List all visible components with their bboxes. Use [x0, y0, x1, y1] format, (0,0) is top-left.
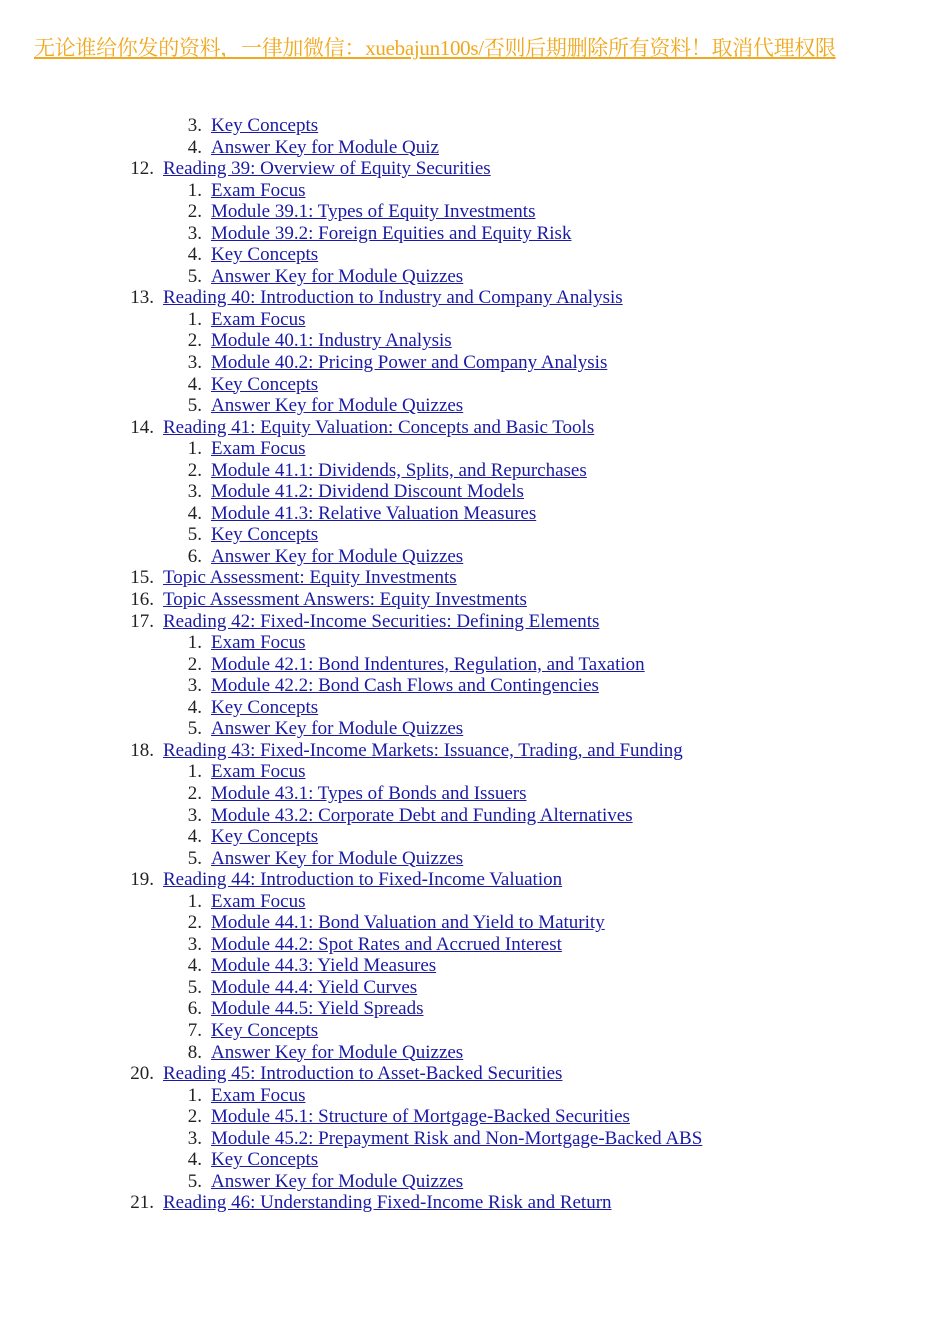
- toc-item-number: 3.: [187, 804, 202, 826]
- toc-section-item: [0, 998, 950, 1020]
- toc-item-number: 4.: [187, 1149, 202, 1171]
- toc-section-item: [0, 934, 950, 956]
- toc-section-item: [0, 1171, 950, 1193]
- toc-link[interactable]: Key Concepts: [211, 826, 319, 848]
- toc-section-item: [0, 481, 950, 503]
- toc-section-item: [0, 524, 950, 546]
- toc-link[interactable]: Module 40.2: Pricing Power and Company Analysis: [211, 352, 608, 374]
- toc-link[interactable]: Answer Key for Module Quizzes: [211, 545, 464, 567]
- toc-section-item: [0, 266, 950, 288]
- toc-link[interactable]: Module 44.3: Yield Measures: [211, 955, 437, 977]
- toc-section-item: [0, 718, 950, 740]
- toc-section-item: [0, 783, 950, 805]
- toc-section-item: [0, 244, 950, 266]
- toc-link[interactable]: Key Concepts: [211, 1019, 319, 1041]
- toc-item-number: 4.: [187, 244, 202, 266]
- toc-item-number: 2.: [187, 782, 202, 804]
- toc-chapter-item: [0, 417, 950, 439]
- toc-link[interactable]: Module 44.1: Bond Valuation and Yield to Maturity: [211, 912, 605, 934]
- toc-item-number: 14.: [130, 416, 154, 438]
- toc-section-item: [0, 438, 950, 460]
- toc-link[interactable]: Module 42.2: Bond Cash Flows and Contingencies: [211, 675, 599, 697]
- toc-section-item: [0, 697, 950, 719]
- toc-chapter-item: [0, 740, 950, 762]
- toc-link[interactable]: Module 41.3: Relative Valuation Measures: [211, 502, 537, 524]
- toc-link[interactable]: Exam Focus: [211, 438, 306, 460]
- toc-section-item: [0, 891, 950, 913]
- toc-section-item: [0, 309, 950, 331]
- toc-section-item: [0, 374, 950, 396]
- toc-item-number: 4.: [187, 826, 202, 848]
- toc-section-item: [0, 1042, 950, 1064]
- toc-item-number: 4.: [187, 373, 202, 395]
- toc-section-item: [0, 137, 950, 159]
- toc-link[interactable]: Reading 39: Overview of Equity Securities: [163, 158, 491, 180]
- toc-link[interactable]: Module 44.2: Spot Rates and Accrued Interest: [211, 933, 562, 955]
- toc-item-number: 7.: [187, 1019, 202, 1041]
- toc-link[interactable]: Reading 41: Equity Valuation: Concepts and Basic Tools: [163, 416, 595, 438]
- toc-section-item: [0, 201, 950, 223]
- toc-link[interactable]: Answer Key for Module Quizzes: [211, 718, 464, 740]
- toc-section-item: [0, 395, 950, 417]
- toc-chapter-item: [0, 1063, 950, 1085]
- toc-link[interactable]: Exam Focus: [211, 890, 306, 912]
- toc-item-number: 5.: [187, 395, 202, 417]
- toc-link[interactable]: Answer Key for Module Quiz: [211, 136, 439, 158]
- toc-item-number: 4.: [187, 502, 202, 524]
- toc-chapter-item: [0, 611, 950, 633]
- toc-section-item: [0, 460, 950, 482]
- toc-link[interactable]: Module 39.1: Types of Equity Investments: [211, 201, 536, 223]
- toc-link[interactable]: Reading 42: Fixed-Income Securities: Defining Elements: [163, 610, 600, 632]
- toc-link[interactable]: Exam Focus: [211, 308, 306, 330]
- toc-item-number: 2.: [187, 330, 202, 352]
- toc-item-number: 1.: [187, 761, 202, 783]
- toc-link[interactable]: Reading 43: Fixed-Income Markets: Issuance, Trading, and Funding: [163, 739, 683, 761]
- toc-item-number: 3.: [187, 675, 202, 697]
- toc-item-number: 8.: [187, 1041, 202, 1063]
- toc-item-number: 17.: [130, 610, 154, 632]
- toc-item-number: 20.: [130, 1063, 154, 1085]
- toc-chapter-item: [0, 869, 950, 891]
- toc-section-item: [0, 826, 950, 848]
- toc-link[interactable]: Key Concepts: [211, 115, 319, 136]
- toc-section-item: [0, 912, 950, 934]
- toc-item-number: 1.: [187, 890, 202, 912]
- toc-section-item: [0, 1106, 950, 1128]
- toc-item-number: 15.: [130, 567, 154, 589]
- toc-item-number: 2.: [187, 1106, 202, 1128]
- toc-item-number: 3.: [187, 481, 202, 503]
- toc-section-item: [0, 675, 950, 697]
- toc-section-item: [0, 805, 950, 827]
- toc-item-number: 6.: [187, 545, 202, 567]
- toc-item-number: 1.: [187, 179, 202, 201]
- toc-item-number: 2.: [187, 653, 202, 675]
- toc-item-number: 4.: [187, 136, 202, 158]
- toc-item-number: 12.: [130, 158, 154, 180]
- toc-link[interactable]: Module 43.2: Corporate Debt and Funding Alternatives: [211, 804, 633, 826]
- toc-item-number: 5.: [187, 847, 202, 869]
- toc-section-item: [0, 848, 950, 870]
- toc-link[interactable]: Module 43.1: Types of Bonds and Issuers: [211, 782, 527, 804]
- toc-chapter-item: [0, 158, 950, 180]
- toc-section-item: [0, 1085, 950, 1107]
- toc-link[interactable]: Answer Key for Module Quizzes: [211, 1170, 464, 1192]
- toc-section-item: [0, 223, 950, 245]
- toc-item-number: 5.: [187, 524, 202, 546]
- toc-item-number: 1.: [187, 1084, 202, 1106]
- toc-link[interactable]: Module 41.2: Dividend Discount Models: [211, 481, 524, 503]
- toc-item-number: 1.: [187, 308, 202, 330]
- toc-item-number: 5.: [187, 1170, 202, 1192]
- toc-item-number: 2.: [187, 201, 202, 223]
- toc-section-item: [0, 115, 950, 137]
- toc-chapter-item: [0, 287, 950, 309]
- toc-link[interactable]: Reading 46: Understanding Fixed-Income Risk and Return: [163, 1192, 612, 1214]
- toc-section-item: [0, 352, 950, 374]
- toc-section-item: [0, 546, 950, 568]
- toc-link[interactable]: Module 40.1: Industry Analysis: [211, 330, 452, 352]
- toc-item-number: 3.: [187, 933, 202, 955]
- toc-section-item: [0, 1020, 950, 1042]
- toc-item-number: 16.: [130, 589, 154, 611]
- toc-item-number: 5.: [187, 718, 202, 740]
- toc-link[interactable]: Module 44.4: Yield Curves: [211, 976, 418, 998]
- table-of-contents: [0, 115, 950, 1214]
- toc-item-number: 18.: [130, 739, 154, 761]
- toc-item-number: 2.: [187, 459, 202, 481]
- toc-section-item: [0, 955, 950, 977]
- toc-link[interactable]: Answer Key for Module Quizzes: [211, 395, 464, 417]
- toc-item-number: 1.: [187, 632, 202, 654]
- toc-link[interactable]: Answer Key for Module Quizzes: [211, 265, 464, 287]
- toc-link[interactable]: Reading 40: Introduction to Industry and Company Analysis: [163, 287, 623, 309]
- toc-item-number: 3.: [187, 1127, 202, 1149]
- toc-link[interactable]: Module 45.1: Structure of Mortgage-Backed Securities: [211, 1106, 630, 1128]
- toc-item-number: 2.: [187, 912, 202, 934]
- toc-link[interactable]: Topic Assessment: Equity Investments: [163, 567, 457, 589]
- toc-link[interactable]: Module 41.1: Dividends, Splits, and Repurchases: [211, 459, 587, 481]
- toc-item-number: 21.: [130, 1192, 154, 1214]
- toc-item-number: 6.: [187, 998, 202, 1020]
- toc-section-item: [0, 180, 950, 202]
- toc-item-number: 13.: [130, 287, 154, 309]
- toc-chapter-item: [0, 589, 950, 611]
- toc-link[interactable]: Module 45.2: Prepayment Risk and Non-Mortgage-Backed ABS: [211, 1127, 703, 1149]
- toc-section-item: [0, 1149, 950, 1171]
- toc-link[interactable]: Key Concepts: [211, 1149, 319, 1171]
- toc-link[interactable]: Reading 45: Introduction to Asset-Backed Securities: [163, 1063, 563, 1085]
- toc-link[interactable]: Exam Focus: [211, 632, 306, 654]
- toc-item-number: 3.: [187, 115, 202, 136]
- toc-item-number: 19.: [130, 869, 154, 891]
- toc-chapter-item: [0, 1192, 950, 1214]
- toc-section-item: [0, 654, 950, 676]
- toc-link[interactable]: Answer Key for Module Quizzes: [211, 1041, 464, 1063]
- toc-link[interactable]: Topic Assessment Answers: Equity Investments: [163, 589, 527, 611]
- toc-item-number: 5.: [187, 976, 202, 998]
- toc-link[interactable]: Exam Focus: [211, 179, 306, 201]
- toc-link[interactable]: Answer Key for Module Quizzes: [211, 847, 464, 869]
- toc-link[interactable]: Key Concepts: [211, 696, 319, 718]
- toc-item-number: 3.: [187, 352, 202, 374]
- toc-link[interactable]: Exam Focus: [211, 761, 306, 783]
- toc-section-item: [0, 1128, 950, 1150]
- toc-link[interactable]: Key Concepts: [211, 373, 319, 395]
- toc-link[interactable]: Module 44.5: Yield Spreads: [211, 998, 424, 1020]
- toc-item-number: 4.: [187, 696, 202, 718]
- toc-link[interactable]: Module 42.1: Bond Indentures, Regulation, and Taxation: [211, 653, 645, 675]
- watermark-banner: 无论谁给你发的资料，一律加微信：xuebajun100s/否则后期删除所有资料！取消代理权限: [34, 36, 836, 60]
- toc-item-number: 4.: [187, 955, 202, 977]
- toc-link[interactable]: Key Concepts: [211, 244, 319, 266]
- toc-section-item: [0, 977, 950, 999]
- toc-section-item: [0, 761, 950, 783]
- toc-item-number: 3.: [187, 222, 202, 244]
- toc-link[interactable]: Module 39.2: Foreign Equities and Equity Risk: [211, 222, 572, 244]
- toc-item-number: 5.: [187, 265, 202, 287]
- toc-section-item: [0, 632, 950, 654]
- toc-section-item: [0, 330, 950, 352]
- toc-link[interactable]: Exam Focus: [211, 1084, 306, 1106]
- toc-section-item: [0, 503, 950, 525]
- toc-link[interactable]: Key Concepts: [211, 524, 319, 546]
- toc-link[interactable]: Reading 44: Introduction to Fixed-Income Valuation: [163, 869, 563, 891]
- toc-item-number: 1.: [187, 438, 202, 460]
- toc-chapter-item: [0, 567, 950, 589]
